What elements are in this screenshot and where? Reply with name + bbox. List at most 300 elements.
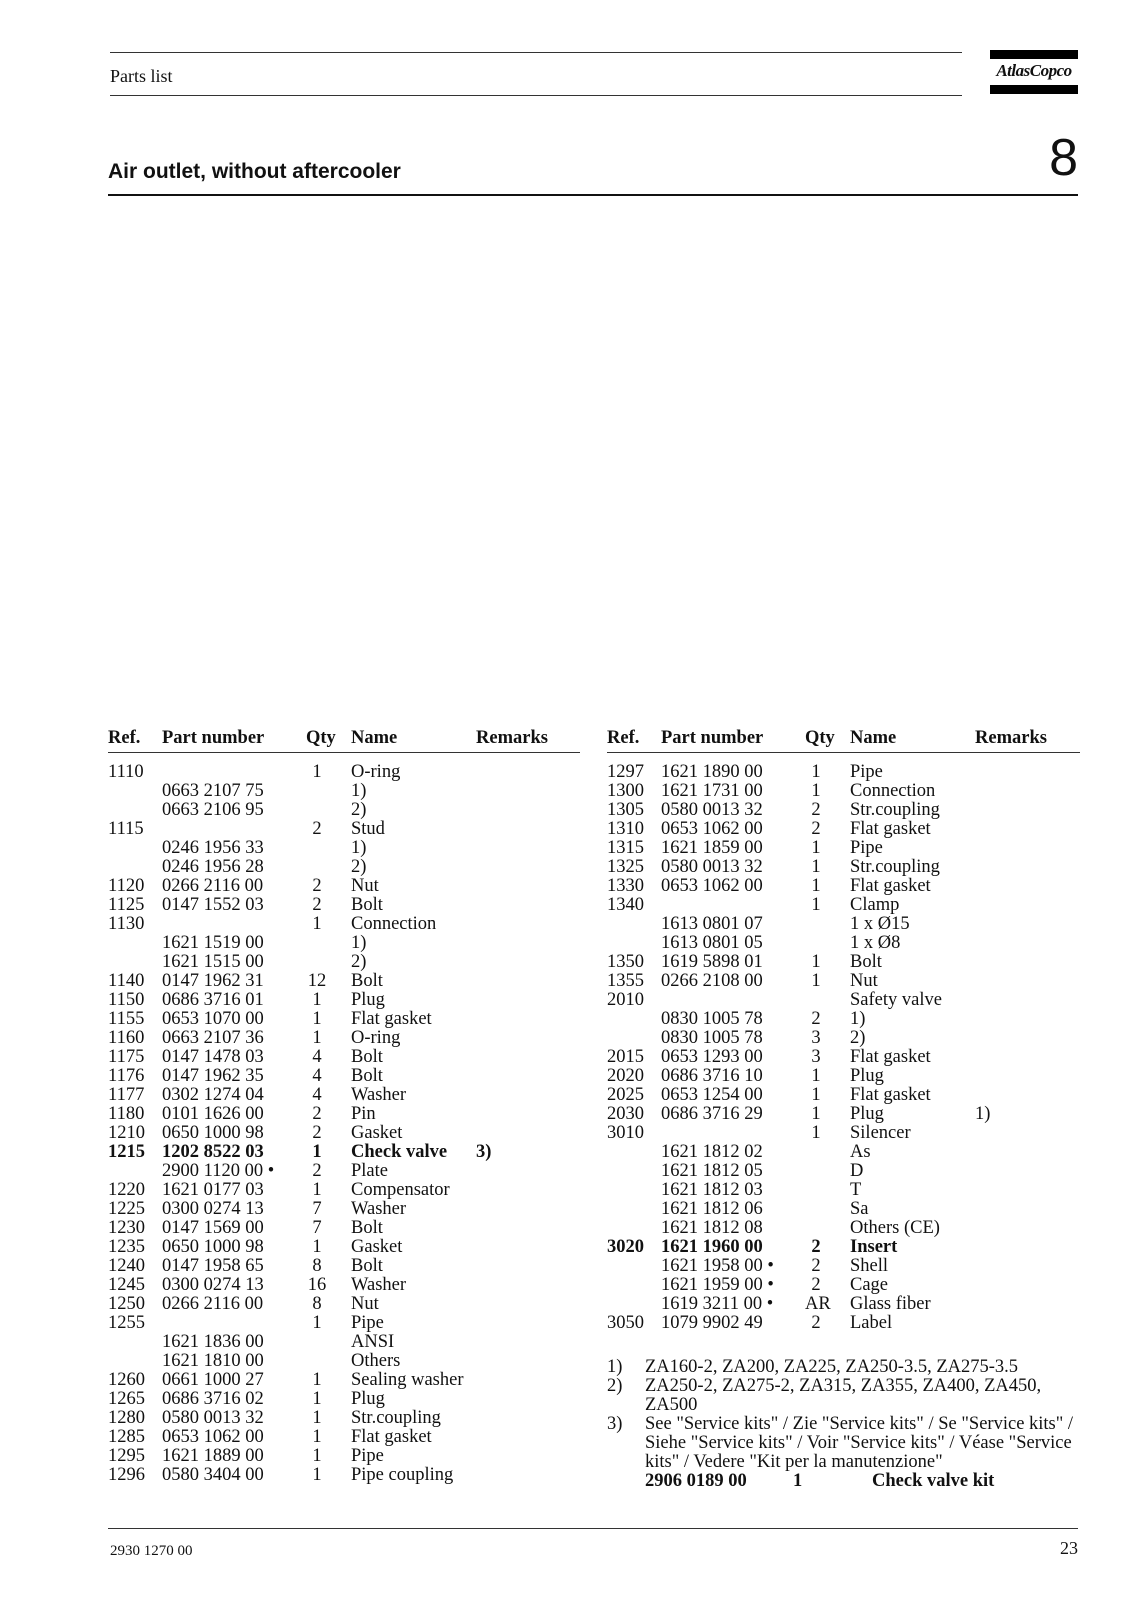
section-rule	[108, 194, 1078, 196]
table-row	[607, 1295, 1080, 1314]
part-number-cell: 1613 0801 07	[661, 914, 763, 934]
table-header	[108, 728, 580, 753]
ref-cell: 2010	[607, 990, 644, 1010]
part-number-cell: 0246 1956 28	[162, 857, 264, 877]
qty-cell: 1	[312, 1465, 322, 1485]
table-row	[607, 1029, 1080, 1048]
part-number-cell: 1621 1519 00	[162, 933, 264, 953]
service-kit-row	[607, 1472, 1080, 1491]
table-row	[607, 1162, 1080, 1181]
qty-cell: 4	[312, 1085, 322, 1105]
ref-cell: 1315	[607, 838, 644, 858]
part-number-cell: 0246 1956 33	[162, 838, 264, 858]
table-row	[607, 1067, 1080, 1086]
part-number-cell: 0580 0013 32	[162, 1408, 264, 1428]
name-cell: 1)	[351, 781, 367, 801]
part-number-cell: 0686 3716 29	[661, 1104, 763, 1124]
qty-cell: 2	[312, 876, 322, 896]
name-cell: O-ring	[351, 762, 401, 782]
table-row	[607, 1048, 1080, 1067]
qty-cell: 1	[811, 762, 821, 782]
name-cell: Pipe	[850, 762, 883, 782]
qty-cell: 12	[307, 971, 327, 991]
table-row	[607, 1238, 1080, 1257]
qty-cell: 2	[811, 1009, 821, 1029]
part-number-cell: 0653 1062 00	[162, 1427, 264, 1447]
part-number-cell: 2900 1120 00 •	[162, 1161, 275, 1181]
name-cell: Flat gasket	[850, 1085, 931, 1105]
name-cell: Flat gasket	[351, 1427, 432, 1447]
name-cell: O-ring	[351, 1028, 401, 1048]
col-ref: Ref.	[108, 728, 141, 748]
table-row	[108, 1029, 580, 1048]
table-row	[108, 1447, 580, 1466]
table-row	[607, 896, 1080, 915]
ref-cell: 1125	[108, 895, 145, 915]
ref-cell: 1235	[108, 1237, 145, 1257]
qty-cell: 1	[312, 914, 322, 934]
qty-cell: 2	[811, 1237, 821, 1257]
logo-text: AtlasCopco	[996, 61, 1072, 80]
table-row	[607, 953, 1080, 972]
table-row	[607, 763, 1080, 782]
name-cell: ANSI	[351, 1332, 395, 1352]
qty-cell: 2	[811, 819, 821, 839]
table-row	[108, 1314, 580, 1333]
ref-cell: 1255	[108, 1313, 145, 1333]
qty-cell: 1	[811, 781, 821, 801]
table-row	[108, 1124, 580, 1143]
part-number-cell: 0663 2106 95	[162, 800, 264, 820]
part-number-cell: 0663 2107 36	[162, 1028, 264, 1048]
ref-cell: 2030	[607, 1104, 644, 1124]
part-number-cell: 1621 1731 00	[661, 781, 763, 801]
table-row	[607, 934, 1080, 953]
ref-cell: 1150	[108, 990, 145, 1010]
remarks-cell: 3)	[476, 1142, 492, 1162]
part-number-cell: 1621 1515 00	[162, 952, 264, 972]
table-row	[108, 1276, 580, 1295]
name-cell: Stud	[351, 819, 385, 839]
qty-cell: 16	[307, 1275, 327, 1295]
atlas-copco-logo	[990, 50, 1078, 94]
part-number-cell: 1621 1889 00	[162, 1446, 264, 1466]
table-row	[607, 991, 1080, 1010]
name-cell: Plug	[351, 990, 385, 1010]
name-cell: 1)	[351, 838, 367, 858]
table-row	[108, 1200, 580, 1219]
name-cell: As	[850, 1142, 871, 1162]
table-row	[108, 839, 580, 858]
table-row	[607, 1276, 1080, 1295]
name-cell: 2)	[351, 857, 367, 877]
table-row	[108, 1086, 580, 1105]
table-body	[108, 763, 580, 1485]
qty-cell: 4	[312, 1066, 322, 1086]
part-number-cell: 0830 1005 78	[661, 1028, 763, 1048]
name-cell: 2)	[351, 800, 367, 820]
part-number-cell: 0653 1254 00	[661, 1085, 763, 1105]
qty-cell: 1	[312, 1237, 322, 1257]
col-name: Name	[850, 728, 897, 748]
table-row	[108, 1352, 580, 1371]
table-row	[607, 1200, 1080, 1219]
qty-cell: 1	[811, 1123, 821, 1143]
name-cell: Plate	[351, 1161, 388, 1181]
footnote-number: 2)	[607, 1376, 623, 1396]
name-cell: Nut	[850, 971, 878, 991]
qty-cell: 2	[811, 800, 821, 820]
part-number-cell: 0580 3404 00	[162, 1465, 264, 1485]
table-row	[607, 820, 1080, 839]
part-number-cell: 1621 1958 00 •	[661, 1256, 774, 1276]
table-row	[108, 1105, 580, 1124]
ref-cell: 1330	[607, 876, 644, 896]
table-row	[108, 1371, 580, 1390]
name-cell: Sa	[850, 1199, 869, 1219]
name-cell: Flat gasket	[351, 1009, 432, 1029]
name-cell: Str.coupling	[351, 1408, 441, 1428]
table-row	[108, 877, 580, 896]
kit-qty: 1	[793, 1471, 803, 1491]
qty-cell: 1	[811, 1066, 821, 1086]
part-number-cell: 0147 1569 00	[162, 1218, 264, 1238]
ref-cell: 1285	[108, 1427, 145, 1447]
name-cell: Bolt	[351, 895, 383, 915]
name-cell: Pipe	[351, 1446, 384, 1466]
qty-cell: 8	[312, 1256, 322, 1276]
footnote-number: 3)	[607, 1414, 623, 1434]
table-row	[108, 1295, 580, 1314]
part-number-cell: 1079 9902 49	[661, 1313, 763, 1333]
ref-cell: 1215	[108, 1142, 145, 1162]
part-number-cell: 1619 3211 00 •	[661, 1294, 774, 1314]
name-cell: Silencer	[850, 1123, 911, 1143]
qty-cell: 8	[312, 1294, 322, 1314]
footnote-text: See "Service kits" / Zie "Service kits" / Se "Service kits" / Siehe "Service kits" / Voir "Service kits" / Véase "Service kits" / Vedere "Kit per la manutenzione"	[645, 1414, 1074, 1472]
part-number-cell: 0580 0013 32	[661, 857, 763, 877]
part-number-cell: 1621 1959 00 •	[661, 1275, 774, 1295]
qty-cell: 1	[312, 1009, 322, 1029]
table-row	[108, 1010, 580, 1029]
ref-cell: 1210	[108, 1123, 145, 1143]
part-number-cell: 0580 0013 32	[661, 800, 763, 820]
col-qty: Qty	[306, 728, 336, 748]
name-cell: D	[850, 1161, 864, 1181]
ref-cell: 1350	[607, 952, 644, 972]
name-cell: Pipe	[850, 838, 883, 858]
ref-cell: 1155	[108, 1009, 145, 1029]
name-cell: 1)	[351, 933, 367, 953]
table-row	[108, 1048, 580, 1067]
qty-cell: 1	[811, 1104, 821, 1124]
name-cell: 2)	[850, 1028, 866, 1048]
name-cell: Bolt	[351, 1256, 383, 1276]
part-number-cell: 0147 1478 03	[162, 1047, 264, 1067]
table-row	[108, 991, 580, 1010]
ref-cell: 1180	[108, 1104, 145, 1124]
qty-cell: 1	[811, 971, 821, 991]
table-row	[108, 801, 580, 820]
footnote-text: ZA160-2, ZA200, ZA225, ZA250-3.5, ZA275-3.5	[645, 1357, 1019, 1377]
name-cell: Sealing washer	[351, 1370, 464, 1390]
table-body	[607, 763, 1080, 1333]
table-row	[108, 1162, 580, 1181]
table-row	[108, 763, 580, 782]
part-number-cell: 0650 1000 98	[162, 1237, 264, 1257]
table-row	[607, 1181, 1080, 1200]
page-number: 23	[1060, 1538, 1078, 1558]
qty-cell: 1	[312, 1028, 322, 1048]
part-number-cell: 0147 1958 65	[162, 1256, 264, 1276]
name-cell: Nut	[351, 876, 379, 896]
ref-cell: 1177	[108, 1085, 145, 1105]
qty-cell: 1	[811, 952, 821, 972]
name-cell: Plug	[850, 1104, 884, 1124]
name-cell: Shell	[850, 1256, 889, 1276]
name-cell: Bolt	[351, 1066, 383, 1086]
ref-cell: 1297	[607, 762, 644, 782]
qty-cell: 2	[811, 1275, 821, 1295]
name-cell: Plug	[850, 1066, 884, 1086]
table-row	[607, 839, 1080, 858]
part-number-cell: 0101 1626 00	[162, 1104, 264, 1124]
name-cell: Cage	[850, 1275, 889, 1295]
section-number: 8	[1049, 129, 1078, 187]
footnote-text: ZA250-2, ZA275-2, ZA315, ZA355, ZA400, ZA450, ZA500	[645, 1376, 1042, 1415]
table-row	[108, 915, 580, 934]
table-row	[607, 801, 1080, 820]
name-cell: Nut	[351, 1294, 379, 1314]
ref-cell: 1175	[108, 1047, 145, 1067]
name-cell: Insert	[850, 1237, 898, 1257]
qty-cell: 1	[811, 857, 821, 877]
qty-cell: 7	[312, 1199, 322, 1219]
name-cell: Bolt	[850, 952, 882, 972]
table-row	[108, 1219, 580, 1238]
table-row	[607, 1105, 1080, 1124]
name-cell: Label	[850, 1313, 893, 1333]
footnote	[607, 1377, 1080, 1415]
name-cell: Gasket	[351, 1123, 403, 1143]
ref-cell: 3050	[607, 1313, 644, 1333]
part-number-cell: 0147 1962 31	[162, 971, 264, 991]
name-cell: Pin	[351, 1104, 376, 1124]
qty-cell: 3	[811, 1028, 821, 1048]
qty-cell: 2	[312, 1123, 322, 1143]
table-row	[108, 896, 580, 915]
part-number-cell: 0266 2116 00	[162, 1294, 264, 1314]
qty-cell: 1	[312, 1142, 322, 1162]
part-number-cell: 1621 1960 00	[661, 1237, 763, 1257]
table-row	[108, 1466, 580, 1485]
ref-cell: 1110	[108, 762, 144, 782]
qty-cell: 1	[811, 1085, 821, 1105]
ref-cell: 1176	[108, 1066, 145, 1086]
name-cell: Bolt	[351, 1047, 383, 1067]
part-number-cell: 0686 3716 01	[162, 990, 264, 1010]
name-cell: Washer	[351, 1085, 407, 1105]
part-number-cell: 1202 8522 03	[162, 1142, 264, 1162]
table-row	[108, 1238, 580, 1257]
part-number-cell: 0686 3716 10	[661, 1066, 763, 1086]
ref-cell: 1325	[607, 857, 644, 877]
table-row	[108, 1181, 580, 1200]
name-cell: Others	[351, 1351, 401, 1371]
remarks-cell: 1)	[975, 1104, 991, 1124]
ref-cell: 1305	[607, 800, 644, 820]
table-row	[607, 1219, 1080, 1238]
name-cell: Check valve	[351, 1142, 448, 1162]
qty-cell: 1	[312, 1389, 322, 1409]
header-rule-bottom	[110, 95, 962, 96]
part-number-cell: 1621 1810 00	[162, 1351, 264, 1371]
table-row	[607, 972, 1080, 991]
name-cell: Str.coupling	[850, 800, 940, 820]
parts-table-left	[108, 728, 580, 1485]
qty-cell: 3	[811, 1047, 821, 1067]
table-header	[607, 728, 1080, 753]
section-title: Air outlet, without aftercooler	[108, 160, 401, 183]
table-row	[108, 934, 580, 953]
table-row	[607, 858, 1080, 877]
ref-cell: 1240	[108, 1256, 145, 1276]
qty-cell: 2	[312, 895, 322, 915]
qty-cell: 1	[811, 876, 821, 896]
part-number-cell: 0686 3716 02	[162, 1389, 264, 1409]
logo-bar-bottom	[990, 85, 1078, 94]
ref-cell: 2020	[607, 1066, 644, 1086]
ref-cell: 1250	[108, 1294, 145, 1314]
qty-cell: 1	[811, 895, 821, 915]
col-remarks: Remarks	[476, 728, 548, 748]
part-number-cell: 1619 5898 01	[661, 952, 763, 972]
qty-cell: 1	[312, 990, 322, 1010]
qty-cell: 1	[811, 838, 821, 858]
part-number-cell: 0653 1062 00	[661, 819, 763, 839]
ref-cell: 1160	[108, 1028, 145, 1048]
part-number-cell: 0300 0274 13	[162, 1275, 264, 1295]
name-cell: 1 x Ø8	[850, 933, 901, 953]
footer-rule	[108, 1528, 1078, 1529]
table-row	[607, 1124, 1080, 1143]
table-row	[607, 915, 1080, 934]
table-row	[108, 1333, 580, 1352]
ref-cell: 1220	[108, 1180, 145, 1200]
footnote-number: 1)	[607, 1357, 623, 1377]
part-number-cell: 1621 1812 05	[661, 1161, 763, 1181]
qty-cell: 2	[312, 819, 322, 839]
part-number-cell: 0653 1062 00	[661, 876, 763, 896]
table-row	[108, 820, 580, 839]
table-row	[607, 1143, 1080, 1162]
header-rule-top	[110, 52, 962, 53]
qty-cell: 7	[312, 1218, 322, 1238]
name-cell: T	[850, 1180, 862, 1200]
table-row	[108, 782, 580, 801]
footnote	[607, 1415, 1080, 1472]
ref-cell: 1140	[108, 971, 145, 991]
kit-part-number: 2906 0189 00	[645, 1471, 747, 1491]
name-cell: Washer	[351, 1275, 407, 1295]
ref-cell: 1120	[108, 876, 145, 896]
table-row	[108, 1409, 580, 1428]
ref-cell: 1265	[108, 1389, 145, 1409]
part-number-cell: 0266 2108 00	[661, 971, 763, 991]
table-row	[108, 953, 580, 972]
table-row	[108, 1428, 580, 1447]
ref-cell: 1280	[108, 1408, 145, 1428]
table-row	[108, 1067, 580, 1086]
part-number-cell: 1621 1836 00	[162, 1332, 264, 1352]
name-cell: 1)	[850, 1009, 866, 1029]
name-cell: Plug	[351, 1389, 385, 1409]
name-cell: Pipe coupling	[351, 1465, 454, 1485]
qty-cell: 1	[312, 1313, 322, 1333]
name-cell: Others (CE)	[850, 1218, 940, 1238]
ref-cell: 2025	[607, 1085, 644, 1105]
table-row	[607, 1086, 1080, 1105]
header-title: Parts list	[110, 66, 173, 86]
name-cell: Clamp	[850, 895, 900, 915]
part-number-cell: 0300 0274 13	[162, 1199, 264, 1219]
name-cell: Str.coupling	[850, 857, 940, 877]
part-number-cell: 0653 1070 00	[162, 1009, 264, 1029]
table-row	[108, 1390, 580, 1409]
footnote	[607, 1358, 1080, 1377]
part-number-cell: 0650 1000 98	[162, 1123, 264, 1143]
col-name: Name	[351, 728, 398, 748]
name-cell: Connection	[850, 781, 936, 801]
ref-cell: 1245	[108, 1275, 145, 1295]
table-row	[607, 1314, 1080, 1333]
table-row	[108, 972, 580, 991]
part-number-cell: 1621 1890 00	[661, 762, 763, 782]
name-cell: 1 x Ø15	[850, 914, 910, 934]
table-row	[607, 1257, 1080, 1276]
qty-cell: 2	[811, 1256, 821, 1276]
part-number-cell: 0147 1962 35	[162, 1066, 264, 1086]
name-cell: Bolt	[351, 1218, 383, 1238]
name-cell: 2)	[351, 952, 367, 972]
part-number-cell: 0302 1274 04	[162, 1085, 264, 1105]
ref-cell: 1300	[607, 781, 644, 801]
ref-cell: 2015	[607, 1047, 644, 1067]
qty-cell: 2	[312, 1161, 322, 1181]
qty-cell: 1	[312, 1180, 322, 1200]
parts-table-right	[607, 728, 1080, 1333]
part-number-cell: 1621 0177 03	[162, 1180, 264, 1200]
ref-cell: 1230	[108, 1218, 145, 1238]
kit-name: Check valve kit	[872, 1471, 995, 1491]
col-ref: Ref.	[607, 728, 640, 748]
ref-cell: 1296	[108, 1465, 145, 1485]
ref-cell: 1295	[108, 1446, 145, 1466]
col-part-number: Part number	[162, 728, 265, 748]
ref-cell: 3010	[607, 1123, 644, 1143]
name-cell: Compensator	[351, 1180, 450, 1200]
col-remarks: Remarks	[975, 728, 1047, 748]
table-row	[108, 858, 580, 877]
ref-cell: 1130	[108, 914, 145, 934]
part-number-cell: 0830 1005 78	[661, 1009, 763, 1029]
name-cell: Bolt	[351, 971, 383, 991]
part-number-cell: 0661 1000 27	[162, 1370, 264, 1390]
footnotes	[607, 1358, 1080, 1491]
document-number: 2930 1270 00	[110, 1543, 193, 1559]
ref-cell: 1340	[607, 895, 644, 915]
qty-cell: 1	[312, 1446, 322, 1466]
